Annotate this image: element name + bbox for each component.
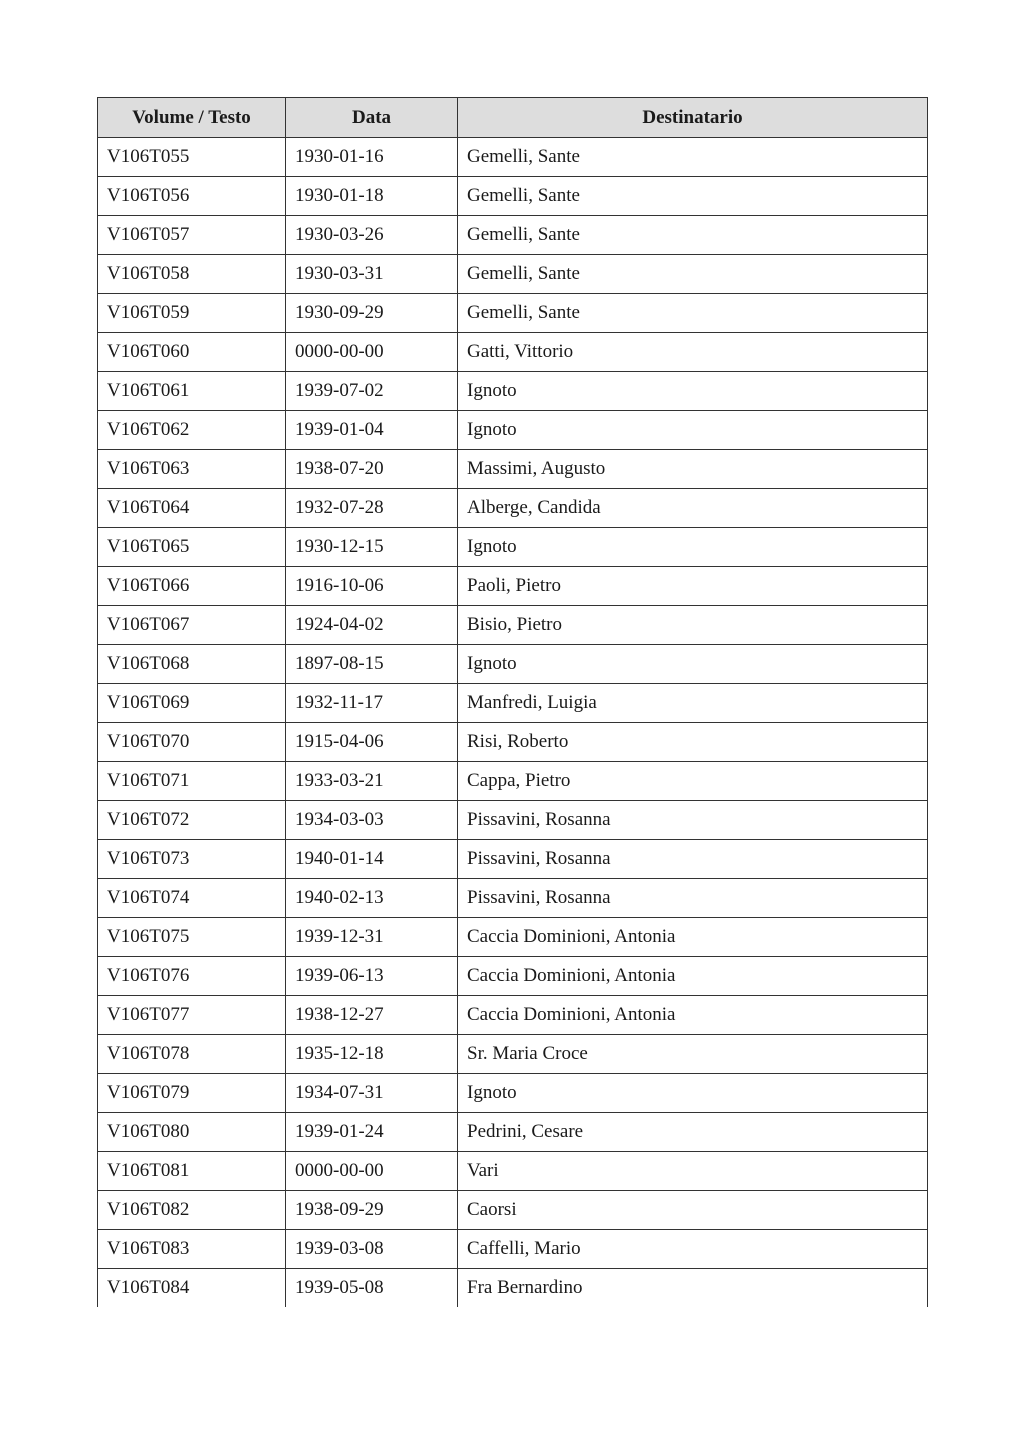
cell-data: 1938-07-20 [286, 450, 458, 489]
table-row [98, 177, 928, 216]
cell-data: 1935-12-18 [286, 1035, 458, 1074]
cell-data: 0000-00-00 [286, 333, 458, 372]
cell-data: 1933-03-21 [286, 762, 458, 801]
cell-data: 1930-12-15 [286, 528, 458, 567]
cell-volume-testo: V106T061 [98, 372, 286, 411]
cell-data: 1915-04-06 [286, 723, 458, 762]
cell-destinatario: Ignoto [458, 372, 928, 411]
cell-destinatario: Sr. Maria Croce [458, 1035, 928, 1074]
cell-data: 1916-10-06 [286, 567, 458, 606]
cell-destinatario: Pissavini, Rosanna [458, 840, 928, 879]
table-row [98, 879, 928, 918]
cell-volume-testo: V106T058 [98, 255, 286, 294]
table-row [98, 1230, 928, 1269]
cell-destinatario: Gemelli, Sante [458, 177, 928, 216]
cell-destinatario: Ignoto [458, 1074, 928, 1113]
cell-data: 1939-12-31 [286, 918, 458, 957]
cell-data: 1934-07-31 [286, 1074, 458, 1113]
table-row [98, 528, 928, 567]
column-header-volume-testo: Volume / Testo [98, 98, 286, 138]
cell-volume-testo: V106T071 [98, 762, 286, 801]
cell-volume-testo: V106T067 [98, 606, 286, 645]
cell-volume-testo: V106T080 [98, 1113, 286, 1152]
cell-destinatario: Manfredi, Luigia [458, 684, 928, 723]
table-row [98, 1152, 928, 1191]
cell-volume-testo: V106T066 [98, 567, 286, 606]
table-row [98, 723, 928, 762]
cell-destinatario: Bisio, Pietro [458, 606, 928, 645]
cell-data: 1939-06-13 [286, 957, 458, 996]
cell-data: 1897-08-15 [286, 645, 458, 684]
cell-data: 1932-07-28 [286, 489, 458, 528]
cell-destinatario: Ignoto [458, 645, 928, 684]
cell-volume-testo: V106T084 [98, 1269, 286, 1308]
cell-volume-testo: V106T064 [98, 489, 286, 528]
cell-destinatario: Risi, Roberto [458, 723, 928, 762]
cell-volume-testo: V106T082 [98, 1191, 286, 1230]
cell-data: 1930-03-26 [286, 216, 458, 255]
table-row [98, 996, 928, 1035]
cell-volume-testo: V106T075 [98, 918, 286, 957]
cell-data: 1930-03-31 [286, 255, 458, 294]
cell-data: 1940-02-13 [286, 879, 458, 918]
cell-volume-testo: V106T059 [98, 294, 286, 333]
cell-destinatario: Caccia Dominioni, Antonia [458, 918, 928, 957]
cell-volume-testo: V106T055 [98, 138, 286, 177]
cell-destinatario: Fra Bernardino [458, 1269, 928, 1308]
cell-destinatario: Caffelli, Mario [458, 1230, 928, 1269]
table-row [98, 333, 928, 372]
table-row [98, 567, 928, 606]
cell-volume-testo: V106T073 [98, 840, 286, 879]
table-row [98, 255, 928, 294]
cell-destinatario: Alberge, Candida [458, 489, 928, 528]
cell-destinatario: Gemelli, Sante [458, 255, 928, 294]
cell-volume-testo: V106T077 [98, 996, 286, 1035]
cell-data: 1939-01-24 [286, 1113, 458, 1152]
cell-data: 1932-11-17 [286, 684, 458, 723]
cell-volume-testo: V106T060 [98, 333, 286, 372]
cell-data: 0000-00-00 [286, 1152, 458, 1191]
table-row [98, 1035, 928, 1074]
table-row [98, 216, 928, 255]
cell-data: 1939-07-02 [286, 372, 458, 411]
cell-data: 1938-12-27 [286, 996, 458, 1035]
cell-volume-testo: V106T083 [98, 1230, 286, 1269]
table-row [98, 801, 928, 840]
cell-destinatario: Pissavini, Rosanna [458, 801, 928, 840]
cell-destinatario: Pissavini, Rosanna [458, 879, 928, 918]
cell-volume-testo: V106T068 [98, 645, 286, 684]
table-row [98, 606, 928, 645]
table-row [98, 450, 928, 489]
table-row [98, 294, 928, 333]
cell-volume-testo: V106T065 [98, 528, 286, 567]
cell-data: 1940-01-14 [286, 840, 458, 879]
table-row [98, 918, 928, 957]
cell-destinatario: Gemelli, Sante [458, 138, 928, 177]
cell-volume-testo: V106T070 [98, 723, 286, 762]
cell-destinatario: Pedrini, Cesare [458, 1113, 928, 1152]
cell-destinatario: Caccia Dominioni, Antonia [458, 996, 928, 1035]
cell-data: 1938-09-29 [286, 1191, 458, 1230]
table-row [98, 1269, 928, 1308]
table-row [98, 762, 928, 801]
cell-data: 1930-01-18 [286, 177, 458, 216]
cell-destinatario: Massimi, Augusto [458, 450, 928, 489]
cell-volume-testo: V106T078 [98, 1035, 286, 1074]
cell-destinatario: Ignoto [458, 528, 928, 567]
cell-volume-testo: V106T069 [98, 684, 286, 723]
table-row [98, 411, 928, 450]
table-row [98, 138, 928, 177]
cell-volume-testo: V106T076 [98, 957, 286, 996]
cell-data: 1939-03-08 [286, 1230, 458, 1269]
letters-table [97, 97, 928, 1307]
column-header-destinatario: Destinatario [458, 98, 928, 138]
cell-destinatario: Caorsi [458, 1191, 928, 1230]
cell-volume-testo: V106T074 [98, 879, 286, 918]
cell-volume-testo: V106T056 [98, 177, 286, 216]
table-row [98, 1074, 928, 1113]
table-header-row [98, 98, 928, 138]
cell-volume-testo: V106T057 [98, 216, 286, 255]
table-body [98, 138, 928, 1308]
cell-data: 1939-05-08 [286, 1269, 458, 1308]
table-row [98, 840, 928, 879]
cell-destinatario: Gatti, Vittorio [458, 333, 928, 372]
cell-destinatario: Caccia Dominioni, Antonia [458, 957, 928, 996]
cell-destinatario: Gemelli, Sante [458, 216, 928, 255]
cell-data: 1930-01-16 [286, 138, 458, 177]
cell-data: 1939-01-04 [286, 411, 458, 450]
column-header-data: Data [286, 98, 458, 138]
table-row [98, 645, 928, 684]
cell-volume-testo: V106T081 [98, 1152, 286, 1191]
cell-data: 1924-04-02 [286, 606, 458, 645]
cell-volume-testo: V106T062 [98, 411, 286, 450]
cell-destinatario: Paoli, Pietro [458, 567, 928, 606]
table-row [98, 684, 928, 723]
table-row [98, 957, 928, 996]
cell-destinatario: Vari [458, 1152, 928, 1191]
cell-destinatario: Cappa, Pietro [458, 762, 928, 801]
table-row [98, 489, 928, 528]
cell-volume-testo: V106T079 [98, 1074, 286, 1113]
cell-data: 1930-09-29 [286, 294, 458, 333]
cell-volume-testo: V106T063 [98, 450, 286, 489]
table-row [98, 1113, 928, 1152]
cell-destinatario: Gemelli, Sante [458, 294, 928, 333]
cell-data: 1934-03-03 [286, 801, 458, 840]
table-row [98, 1191, 928, 1230]
cell-destinatario: Ignoto [458, 411, 928, 450]
table-row [98, 372, 928, 411]
cell-volume-testo: V106T072 [98, 801, 286, 840]
